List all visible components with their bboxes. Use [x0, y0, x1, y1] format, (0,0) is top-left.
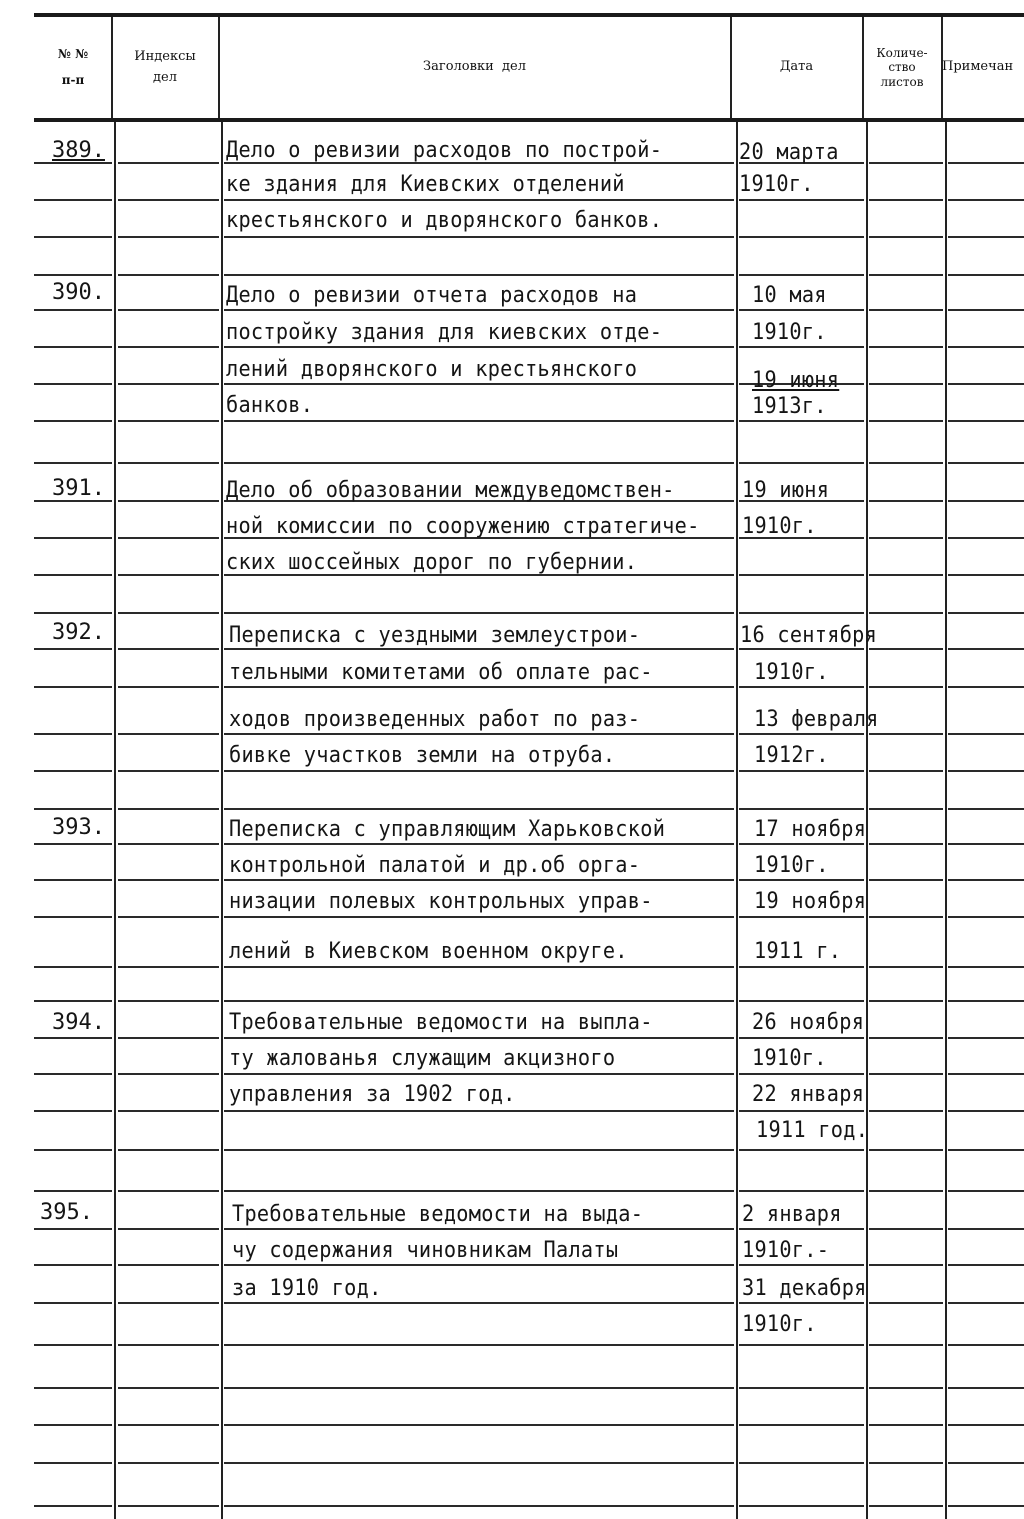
ruled-line [118, 236, 219, 238]
ruled-line [948, 346, 1024, 348]
ruled-line [869, 236, 943, 238]
ruled-line [118, 1264, 219, 1266]
record-date-line: 19 июня [752, 368, 840, 393]
ruled-line [118, 462, 219, 464]
ruled-line [948, 843, 1024, 845]
ruled-line [948, 574, 1024, 576]
ruled-line [34, 879, 112, 881]
ruled-line [739, 236, 864, 238]
record-date-line: 1910г. [754, 660, 829, 685]
record-title-line: тельными комитетами об оплате рас- [229, 660, 653, 685]
ruled-line [739, 1387, 864, 1389]
record-title-line: банков. [226, 393, 314, 418]
ruled-line [948, 162, 1024, 164]
ruled-line [739, 843, 864, 845]
ruled-line [224, 199, 734, 201]
ruled-line [739, 1505, 864, 1507]
ruled-line [739, 879, 864, 881]
ruled-line [118, 1302, 219, 1304]
ruled-line [118, 537, 219, 539]
ruled-line [739, 686, 864, 688]
ruled-line [739, 733, 864, 735]
ruled-line [739, 199, 864, 201]
ruled-line [34, 686, 112, 688]
record-title-line: бивке участков земли на отруба. [229, 743, 616, 768]
record-number: 393. [52, 815, 105, 840]
ruled-line [948, 966, 1024, 968]
ruled-line [118, 1000, 219, 1002]
ruled-line [869, 1190, 943, 1192]
record-date-line: 19 июня [742, 478, 830, 503]
record-date-line: 1911 год. [756, 1118, 869, 1143]
ruled-line [948, 916, 1024, 918]
record-date-line: 1910г. [742, 1312, 817, 1337]
ruled-line [34, 236, 112, 238]
record-title-line: Переписка с уездными землеустрои- [229, 623, 641, 648]
column-divider [866, 122, 868, 1519]
ruled-line [869, 1073, 943, 1075]
ruled-line [869, 1228, 943, 1230]
record-date-line: 1910г. [739, 172, 814, 197]
ruled-line [224, 1264, 734, 1266]
ruled-line [34, 612, 112, 614]
ruled-line [739, 420, 864, 422]
ruled-line [869, 199, 943, 201]
ruled-line [739, 274, 864, 276]
ruled-line [869, 686, 943, 688]
ruled-line [224, 648, 734, 650]
ruled-line [34, 1505, 112, 1507]
ruled-line [224, 346, 734, 348]
ruled-line [224, 383, 734, 385]
ruled-line [118, 770, 219, 772]
ruled-line [224, 733, 734, 735]
ruled-line [34, 1190, 112, 1192]
ruled-line [739, 1149, 864, 1151]
ruled-line [869, 879, 943, 881]
ruled-line [118, 879, 219, 881]
record-title-line: ке здания для Киевских отделений [226, 172, 625, 197]
ruled-line [869, 770, 943, 772]
ruled-line [869, 309, 943, 311]
ruled-line [118, 843, 219, 845]
ruled-line [739, 574, 864, 576]
ruled-line [869, 612, 943, 614]
ruled-line [118, 500, 219, 502]
header-sheets-line2: ство [888, 60, 916, 75]
record-date-line: 13 февраля [754, 707, 879, 732]
record-title-line: крестьянского и дворянского банков. [226, 208, 663, 233]
ruled-line [224, 843, 734, 845]
record-date-line: 1910г. [752, 1046, 827, 1071]
record-title-line: Требовательные ведомости на выпла- [229, 1010, 653, 1035]
ruled-line [948, 1387, 1024, 1389]
ruled-line [34, 199, 112, 201]
ruled-line [34, 1149, 112, 1151]
ruled-line [224, 879, 734, 881]
ruled-line [869, 966, 943, 968]
ruled-line [224, 1505, 734, 1507]
ruled-line [224, 1387, 734, 1389]
ruled-line [224, 770, 734, 772]
ruled-line [34, 1424, 112, 1426]
ruled-line [224, 916, 734, 918]
ruled-line [948, 420, 1024, 422]
ruled-line [224, 1190, 734, 1192]
ruled-line [739, 1424, 864, 1426]
record-date-line: 17 ноября [754, 817, 867, 842]
ruled-line [34, 1387, 112, 1389]
ruled-line [869, 274, 943, 276]
ruled-line [118, 733, 219, 735]
ruled-line [34, 346, 112, 348]
ruled-line [34, 274, 112, 276]
ruled-line [34, 648, 112, 650]
ruled-line [34, 1264, 112, 1266]
record-title-line: постройку здания для киевских отде- [226, 320, 663, 345]
ruled-line [948, 537, 1024, 539]
record-date-line: 1910г.- [742, 1238, 830, 1263]
header-number [34, 17, 112, 118]
ruled-line [118, 383, 219, 385]
ruled-line [34, 462, 112, 464]
ruled-line [118, 1387, 219, 1389]
header-notes-label: Примечан [942, 59, 1014, 75]
record-title-line: чу содержания чиновникам Палаты [232, 1238, 619, 1263]
record-title-line: Дело о ревизии расходов по построй- [226, 138, 663, 163]
record-title-line: Переписка с управляющим Харьковской [229, 817, 666, 842]
ruled-line [869, 916, 943, 918]
ruled-line [948, 1000, 1024, 1002]
ruled-line [948, 1462, 1024, 1464]
record-number: 390. [52, 280, 105, 305]
ruled-line [739, 1073, 864, 1075]
ruled-line [869, 1505, 943, 1507]
record-date-line: 1912г. [754, 743, 829, 768]
ruled-line [948, 770, 1024, 772]
ruled-line [948, 1344, 1024, 1346]
record-title-line: низации полевых контрольных управ- [229, 889, 653, 914]
ruled-line [118, 1462, 219, 1464]
record-date-line: 26 ноября [752, 1010, 865, 1035]
ruled-line [224, 236, 734, 238]
ruled-line [739, 808, 864, 810]
ruled-line [224, 808, 734, 810]
column-divider [114, 122, 116, 1519]
ruled-line [739, 770, 864, 772]
ruled-line [948, 1302, 1024, 1304]
ruled-line [739, 1190, 864, 1192]
ruled-line [869, 1149, 943, 1151]
ruled-line [34, 1302, 112, 1304]
ruled-line [118, 916, 219, 918]
ruled-line [739, 462, 864, 464]
header-title [219, 17, 730, 118]
ruled-line [869, 383, 943, 385]
ruled-line [948, 648, 1024, 650]
record-title-line: Дело о ревизии отчета расходов на [226, 283, 638, 308]
column-divider [221, 122, 223, 1519]
ruled-line [948, 1190, 1024, 1192]
ruled-line [948, 500, 1024, 502]
ruled-line [869, 346, 943, 348]
ruled-line [34, 574, 112, 576]
ruled-line [34, 1228, 112, 1230]
ruled-line [118, 1505, 219, 1507]
header-index-line2: дел [153, 69, 177, 85]
ruled-line [948, 309, 1024, 311]
ruled-line [118, 1228, 219, 1230]
record-number: 392. [52, 620, 105, 645]
ruled-line [34, 770, 112, 772]
record-title-line: Требовательные ведомости на выда- [232, 1202, 644, 1227]
ruled-line [869, 808, 943, 810]
ruled-line [118, 1149, 219, 1151]
ruled-line [869, 462, 943, 464]
ruled-line [118, 686, 219, 688]
ruled-line [869, 162, 943, 164]
ruled-line [224, 1149, 734, 1151]
record-date-line: 1910г. [754, 853, 829, 878]
ruled-line [948, 1505, 1024, 1507]
ruled-line [118, 1110, 219, 1112]
ruled-line [869, 1037, 943, 1039]
header-number-line2: п-п [61, 72, 85, 87]
ruled-line [739, 1228, 864, 1230]
ruled-line [118, 808, 219, 810]
ruled-line [118, 1190, 219, 1192]
ruled-line [948, 808, 1024, 810]
ruled-line [34, 420, 112, 422]
ruled-line [869, 1302, 943, 1304]
ruled-line [948, 199, 1024, 201]
ruled-line [948, 1424, 1024, 1426]
ruled-line [739, 1264, 864, 1266]
ruled-line [948, 1149, 1024, 1151]
ruled-line [34, 309, 112, 311]
ruled-line [869, 1387, 943, 1389]
ruled-line [34, 808, 112, 810]
ruled-line [34, 966, 112, 968]
ruled-line [869, 648, 943, 650]
ruled-line [739, 648, 864, 650]
header-sheets-line1: Количе- [876, 45, 928, 60]
ruled-line [224, 1424, 734, 1426]
ruled-line [869, 1110, 943, 1112]
record-date-line: 1913г. [752, 394, 827, 419]
ruled-line [34, 1037, 112, 1039]
header-bottom-rule [34, 118, 1024, 122]
ruled-line [948, 462, 1024, 464]
header-sheets [863, 17, 941, 118]
ruled-line [118, 1424, 219, 1426]
ruled-line [118, 574, 219, 576]
ruled-line [34, 1073, 112, 1075]
ruled-line [869, 574, 943, 576]
ruled-line [739, 612, 864, 614]
ruled-line [34, 537, 112, 539]
ruled-line [34, 1000, 112, 1002]
record-date-line: 31 декабря [742, 1276, 867, 1301]
record-date-line: 1911 г. [754, 939, 842, 964]
ruled-line [34, 843, 112, 845]
header-date-label: Дата [779, 59, 814, 75]
record-date-line: 20 марта [739, 140, 839, 165]
ruled-line [34, 383, 112, 385]
header-index-line1: Индексы [134, 49, 196, 65]
ruled-line [224, 420, 734, 422]
header-title-label: Заголовки дел [423, 59, 526, 75]
record-date-line: 16 сентября [740, 623, 878, 648]
record-title-line: лений дворянского и крестьянского [226, 357, 638, 382]
ruled-line [118, 420, 219, 422]
ruled-line [739, 1110, 864, 1112]
ruled-line [34, 733, 112, 735]
ruled-line [34, 1344, 112, 1346]
ruled-line [869, 1462, 943, 1464]
record-title-line: контрольной палатой и др.об орга- [229, 853, 641, 878]
record-title-line: ских шоссейных дорог по губернии. [226, 550, 638, 575]
ruled-line [118, 1073, 219, 1075]
ruled-line [224, 309, 734, 311]
ruled-line [869, 537, 943, 539]
ruled-line [739, 1000, 864, 1002]
ruled-line [948, 236, 1024, 238]
ruled-line [224, 1302, 734, 1304]
ruled-line [739, 309, 864, 311]
record-title-line: Дело об образовании междуведомствен- [226, 478, 675, 503]
ruled-line [869, 843, 943, 845]
record-title-line: ходов произведенных работ по раз- [229, 707, 641, 732]
column-divider [945, 122, 947, 1519]
record-date-line: 19 ноября [754, 889, 867, 914]
record-number: 391. [52, 476, 105, 501]
ruled-line [224, 274, 734, 276]
record-number: 389. [52, 138, 105, 163]
ruled-line [224, 1344, 734, 1346]
ruled-line [224, 612, 734, 614]
ruled-line [118, 199, 219, 201]
ruled-line [224, 686, 734, 688]
header-index [112, 17, 218, 118]
header-date [731, 17, 862, 118]
record-number: 394. [52, 1010, 105, 1035]
ruled-line [118, 309, 219, 311]
ruled-line [739, 1037, 864, 1039]
ruled-line [224, 1073, 734, 1075]
ruled-line [118, 346, 219, 348]
ruled-line [739, 1462, 864, 1464]
header-sheets-line3: листов [880, 74, 924, 89]
record-date-line: 2 января [742, 1202, 842, 1227]
ruled-line [118, 966, 219, 968]
ruled-line [948, 686, 1024, 688]
record-title-line: лений в Киевском военном округе. [229, 939, 628, 964]
record-date-line: 10 мая [752, 283, 827, 308]
record-title-line: ной комиссии по сооружению стратегиче- [226, 514, 700, 539]
ruled-line [869, 1000, 943, 1002]
header-notes [942, 17, 1024, 118]
ruled-line [869, 1344, 943, 1346]
ruled-line [224, 1462, 734, 1464]
record-date-line: 22 января [752, 1082, 865, 1107]
ruled-line [224, 1000, 734, 1002]
ruled-line [118, 1037, 219, 1039]
ruled-line [224, 1037, 734, 1039]
ruled-line [948, 1264, 1024, 1266]
record-date-line: 1910г. [752, 320, 827, 345]
ruled-line [118, 612, 219, 614]
ruled-line [34, 1462, 112, 1464]
ruled-line [739, 1344, 864, 1346]
ruled-line [118, 1344, 219, 1346]
ruled-line [948, 1110, 1024, 1112]
ruled-line [948, 733, 1024, 735]
ruled-line [118, 648, 219, 650]
ruled-line [34, 916, 112, 918]
header-number-line1: № № [57, 47, 89, 62]
ruled-line [739, 1302, 864, 1304]
ruled-line [224, 462, 734, 464]
ruled-line [948, 383, 1024, 385]
ruled-line [948, 1228, 1024, 1230]
record-title-line: управления за 1902 год. [229, 1082, 516, 1107]
record-number: 395. [40, 1200, 93, 1225]
ruled-line [948, 879, 1024, 881]
ruled-line [739, 916, 864, 918]
ruled-line [739, 966, 864, 968]
ruled-line [224, 966, 734, 968]
ruled-line [224, 1110, 734, 1112]
ruled-line [118, 162, 219, 164]
ruled-line [739, 346, 864, 348]
ruled-line [948, 1073, 1024, 1075]
record-date-line: 1910г. [742, 514, 817, 539]
ruled-line [869, 733, 943, 735]
ruled-line [948, 1037, 1024, 1039]
record-title-line: за 1910 год. [232, 1276, 382, 1301]
record-title-line: ту жалованья служащим акцизного [229, 1046, 616, 1071]
ruled-line [34, 1110, 112, 1112]
ruled-line [869, 500, 943, 502]
ruled-line [869, 1424, 943, 1426]
ruled-line [948, 612, 1024, 614]
ruled-line [869, 1264, 943, 1266]
column-divider [736, 122, 738, 1519]
ruled-line [948, 274, 1024, 276]
ruled-line [869, 420, 943, 422]
ruled-line [224, 1228, 734, 1230]
ruled-line [118, 274, 219, 276]
